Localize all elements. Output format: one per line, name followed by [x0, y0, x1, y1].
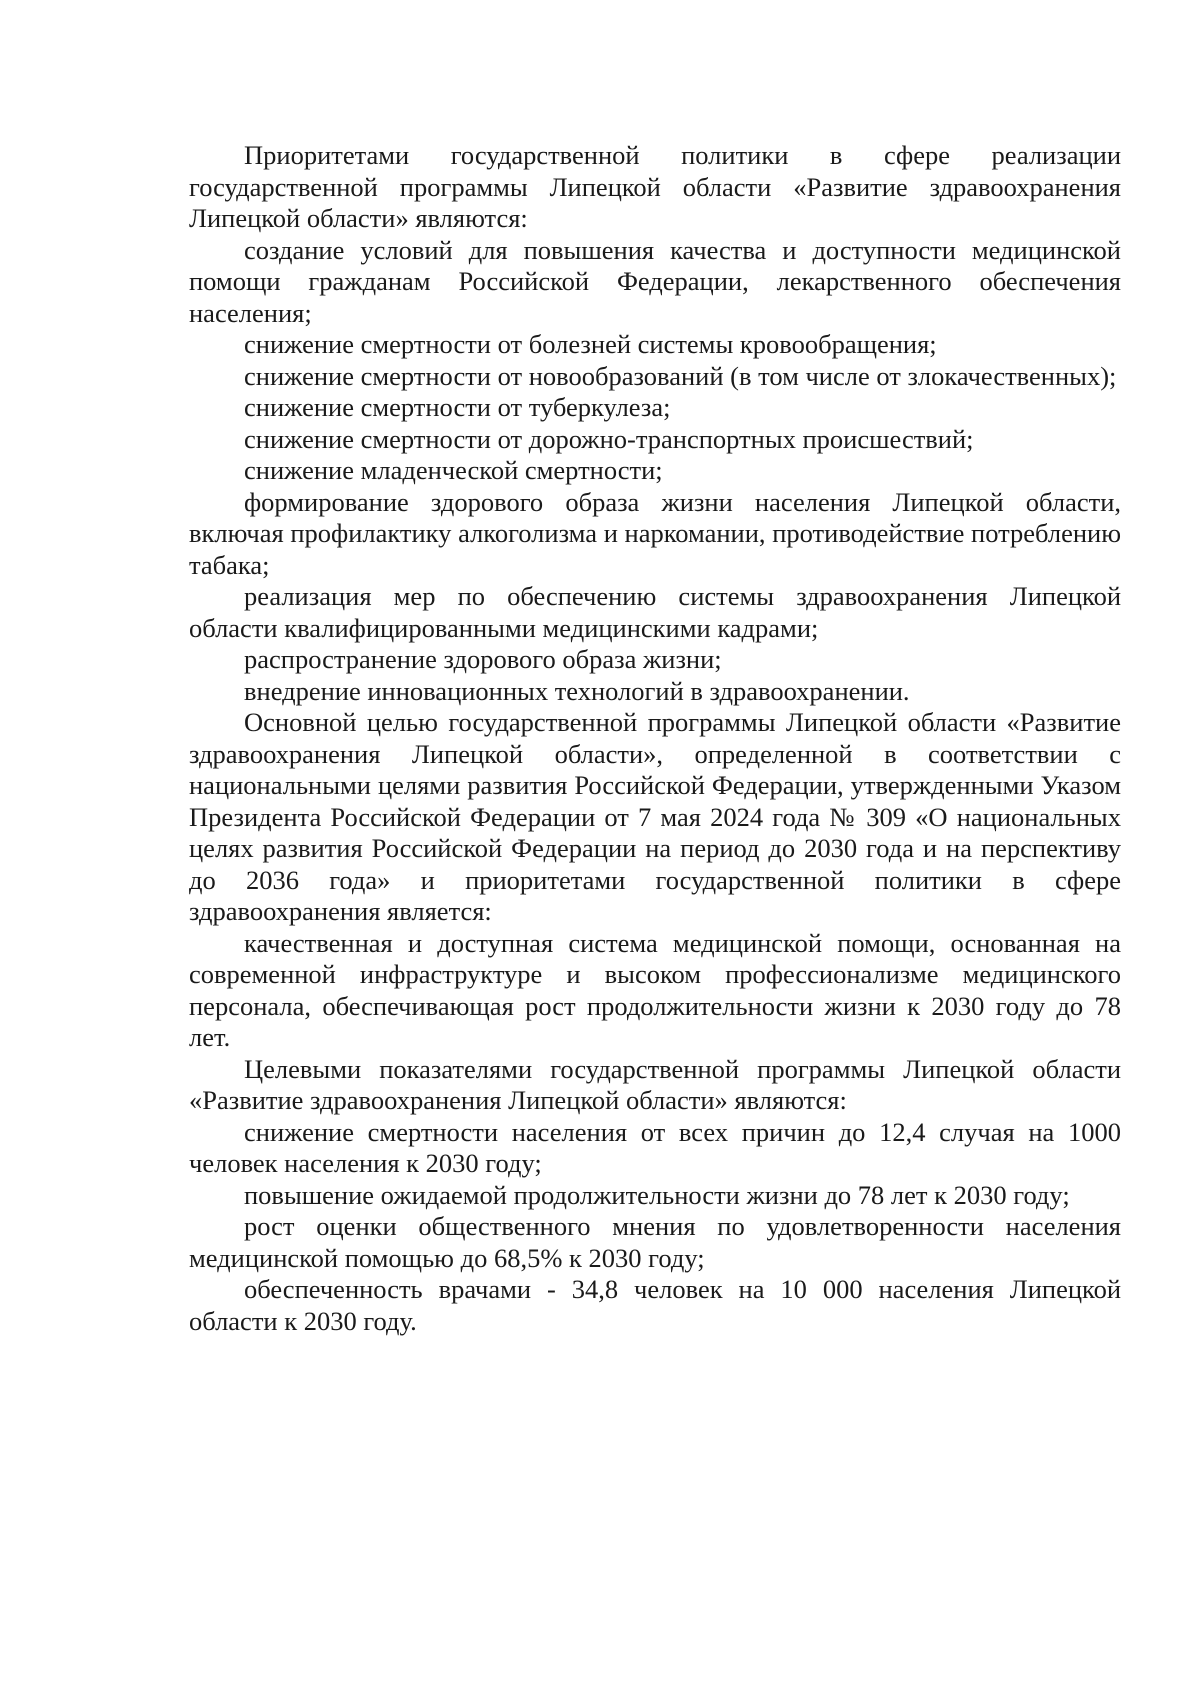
- main-goal-statement: качественная и доступная система медицинской помощи, основанная на современной инфраструктуре и высоком профессионализме медицинского персонала, обеспечивающая рост продолжительности жизни к 2030 году до 78 лет.: [189, 927, 1121, 1052]
- priority-item-healthy-lifestyle: формирование здорового образа жизни населения Липецкой области, включая профилактику алкоголизма и наркомании, противодействие потреблению табака;: [189, 486, 1121, 580]
- target-indicators-intro: Целевыми показателями государственной программы Липецкой области «Развитие здравоохранения Липецкой области» являются:: [189, 1053, 1121, 1115]
- priority-item-traffic-mortality: снижение смертности от дорожно-транспортных происшествий;: [244, 423, 974, 454]
- priority-item-quality-access: создание условий для повышения качества и доступности медицинской помощи гражданам Российской Федерации, лекарственного обеспечения населения;: [189, 234, 1121, 328]
- priority-item-circulatory-mortality: снижение смертности от болезней системы кровообращения;: [244, 329, 937, 359]
- priority-item-lifestyle-spread: распространение здорового образа жизни;: [244, 644, 722, 674]
- target-indicator-satisfaction: рост оценки общественного мнения по удовлетворенности населения медицинской помощью до 68,5% к 2030 году;: [189, 1211, 1121, 1273]
- target-indicator-mortality: снижение смертности населения от всех причин до 12,4 случая на 1000 человек населения к 2030 году;: [189, 1116, 1121, 1178]
- priorities-intro-paragraph: Приоритетами государственной политики в сфере реализации государственной программы Липецкой области «Развитие здравоохранения Липецкой области» являются:: [189, 140, 1121, 233]
- target-indicator-doctors: обеспеченность врачами - 34,8 человек на 10 000 населения Липецкой области к 2030 году.: [189, 1274, 1121, 1336]
- main-goal-paragraph: Основной целью государственной программы Липецкой области «Развитие здравоохранения Липецкой области», определенной в соответствии с национальными целями развития Российской Федерации, утвержденными Указом Президента Российской Федерации от 7 мая 2024 года № 309 «О национальных целях развития Российской Федерации на период до 2030 года и на перспективу до 2036 года» и приоритетами государственной политики в сфере здравоохранения является:: [189, 707, 1121, 926]
- priority-item-neoplasm-mortality: снижение смертности от новообразований (в том числе от злокачественных);: [244, 360, 1117, 391]
- target-indicator-life-expectancy: повышение ожидаемой продолжительности жизни до 78 лет к 2030 году;: [244, 1179, 1070, 1210]
- document-page: [189, 140, 1121, 1337]
- priority-item-innovation: внедрение инновационных технологий в здравоохранении.: [244, 675, 910, 706]
- priority-item-qualified-staff: реализация мер по обеспечению системы здравоохранения Липецкой области квалифицированными медицинскими кадрами;: [189, 581, 1121, 643]
- priority-item-tuberculosis-mortality: снижение смертности от туберкулеза;: [244, 392, 671, 422]
- priority-item-infant-mortality: снижение младенческой смертности;: [244, 455, 663, 485]
